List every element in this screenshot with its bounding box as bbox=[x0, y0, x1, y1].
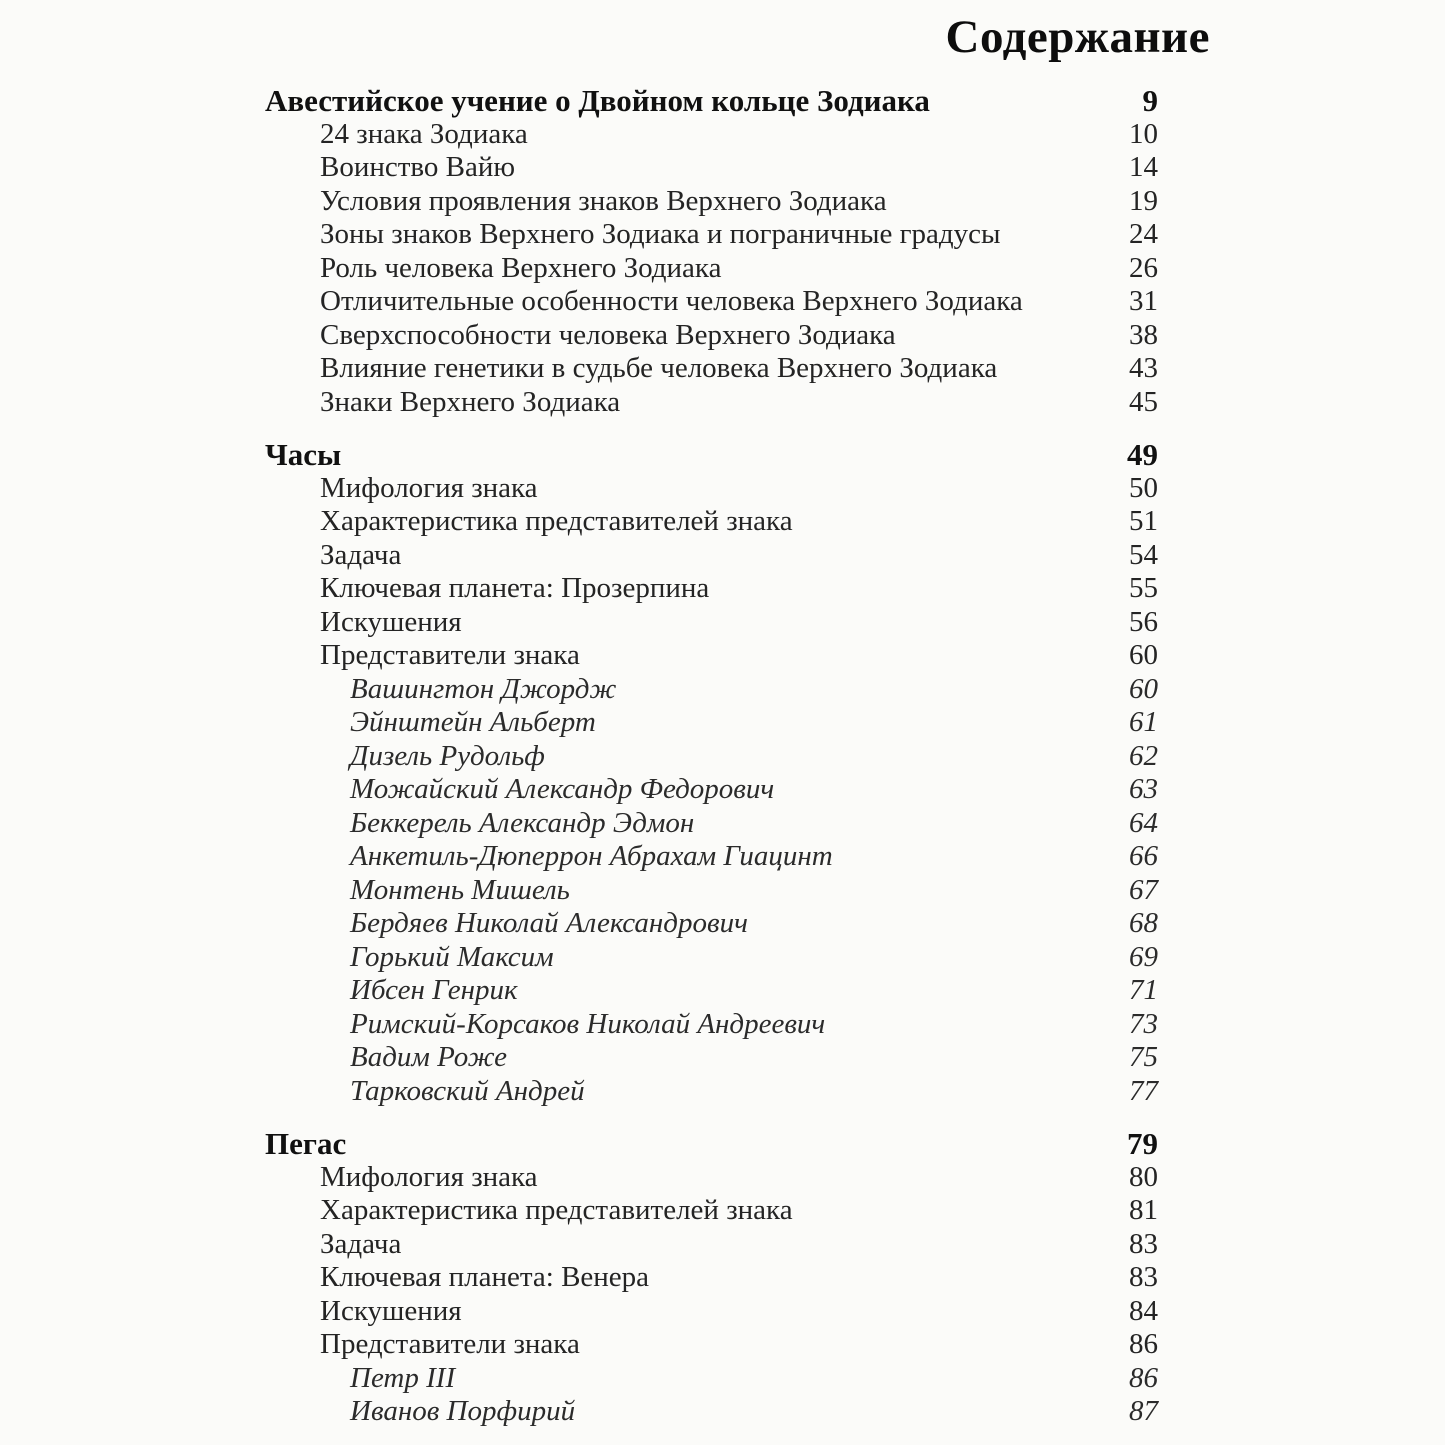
toc-person-row bbox=[265, 706, 1158, 740]
toc-entry-label: Задача bbox=[320, 1227, 402, 1260]
toc-entry-label: Иванов Порфирий bbox=[350, 1395, 576, 1427]
toc-entry-label: Сверхспособности человека Верхнего Зодиака bbox=[320, 318, 896, 351]
toc-person-row bbox=[265, 1395, 1158, 1429]
toc-entry-label: Пегас bbox=[265, 1126, 347, 1161]
toc-entry-label: Характеристика представителей знака bbox=[320, 1194, 793, 1226]
toc-entry-page-number: 51 bbox=[1129, 505, 1158, 537]
toc-entry-label: Эйнштейн Альберт bbox=[350, 706, 596, 738]
toc-entry-page-number: 49 bbox=[1127, 437, 1158, 472]
toc-entry-label: Условия проявления знаков Верхнего Зодиака bbox=[320, 184, 887, 217]
toc-entry-page-number: 71 bbox=[1129, 974, 1158, 1006]
toc-entry-label: Вашингтон Джордж bbox=[350, 672, 617, 705]
toc-entry-label: Зоны знаков Верхнего Зодиака и пограничные градусы bbox=[320, 218, 1001, 250]
toc-entry-page-number: 54 bbox=[1129, 538, 1158, 571]
toc-person-row bbox=[265, 673, 1158, 707]
toc-entry-label: Вадим Роже bbox=[350, 1041, 508, 1073]
toc-entry-page-number: 9 bbox=[1142, 83, 1158, 118]
toc-entry-label: Ибсен Генрик bbox=[350, 974, 518, 1006]
toc-entry-label: Характеристика представителей знака bbox=[320, 505, 793, 537]
toc-section-row bbox=[265, 84, 1158, 118]
toc-entry-page-number: 19 bbox=[1129, 184, 1158, 217]
toc-entry-page-number: 83 bbox=[1129, 1261, 1158, 1293]
toc-entry-page-number: 60 bbox=[1129, 639, 1158, 671]
toc-entry-page-number: 75 bbox=[1129, 1041, 1158, 1073]
toc-item-row bbox=[265, 151, 1158, 185]
toc-item-row bbox=[265, 472, 1158, 506]
toc-person-row bbox=[265, 874, 1158, 908]
toc-entry-label: Беккерель Александр Эдмон bbox=[350, 806, 695, 839]
toc-entry-page-number: 31 bbox=[1129, 285, 1158, 317]
toc-entry-label: Дизель Рудольф bbox=[350, 739, 545, 772]
toc-entry-page-number: 69 bbox=[1129, 940, 1158, 973]
toc-entry-label: Монтень Мишель bbox=[350, 873, 570, 906]
toc-entry-label: Роль человека Верхнего Зодиака bbox=[320, 251, 722, 284]
toc-entry-page-number: 87 bbox=[1129, 1395, 1158, 1427]
toc-section-row bbox=[265, 438, 1158, 472]
toc-item-row bbox=[265, 539, 1158, 573]
toc-entry-label: Представители знака bbox=[320, 1328, 580, 1360]
toc-item-row bbox=[265, 572, 1158, 606]
toc-entry-label: Отличительные особенности человека Верхнего Зодиака bbox=[320, 285, 1023, 317]
toc-item-row bbox=[265, 1228, 1158, 1262]
toc-entry-label: Можайский Александр Федорович bbox=[350, 773, 775, 805]
toc-entry-page-number: 64 bbox=[1129, 806, 1158, 839]
toc-item-row bbox=[265, 1295, 1158, 1329]
toc-entry-page-number: 79 bbox=[1127, 1126, 1158, 1161]
page-title: Содержание bbox=[945, 11, 1210, 63]
toc-entry-page-number: 14 bbox=[1129, 151, 1158, 183]
toc-entry-label: Искушения bbox=[320, 605, 462, 638]
toc-person-row bbox=[265, 1008, 1158, 1042]
toc-item-row bbox=[265, 606, 1158, 640]
toc-entry-label: Римский-Корсаков Николай Андреевич bbox=[350, 1007, 826, 1040]
toc-entry-page-number: 63 bbox=[1129, 773, 1158, 805]
toc-section-row bbox=[265, 1127, 1158, 1161]
toc-item-row bbox=[265, 639, 1158, 673]
toc-entry-page-number: 81 bbox=[1129, 1194, 1158, 1226]
toc-entry-page-number: 67 bbox=[1129, 873, 1158, 906]
toc-entry-page-number: 24 bbox=[1129, 218, 1158, 250]
toc-entry-page-number: 66 bbox=[1129, 840, 1158, 872]
toc-person-row bbox=[265, 1362, 1158, 1396]
toc-entry-page-number: 55 bbox=[1129, 572, 1158, 604]
toc-item-row bbox=[265, 252, 1158, 286]
toc-entry-label: Представители знака bbox=[320, 639, 580, 671]
toc-entry-label: Задача bbox=[320, 538, 402, 571]
toc-entry-page-number: 62 bbox=[1129, 739, 1158, 772]
toc-entry-page-number: 83 bbox=[1129, 1227, 1158, 1260]
toc-person-row bbox=[265, 1041, 1158, 1075]
toc-entry-page-number: 77 bbox=[1129, 1074, 1158, 1107]
toc-item-row bbox=[265, 285, 1158, 319]
toc-entry-page-number: 68 bbox=[1129, 907, 1158, 939]
toc-list bbox=[265, 84, 1158, 1429]
toc-entry-label: Знаки Верхнего Зодиака bbox=[320, 385, 621, 418]
toc-entry-page-number: 60 bbox=[1129, 672, 1158, 705]
toc-person-row bbox=[265, 974, 1158, 1008]
toc-entry-label: Горький Максим bbox=[350, 940, 554, 973]
toc-person-row bbox=[265, 740, 1158, 774]
toc-item-row bbox=[265, 386, 1158, 420]
toc-item-row bbox=[265, 1194, 1158, 1228]
toc-item-row bbox=[265, 118, 1158, 152]
toc-entry-page-number: 50 bbox=[1129, 471, 1158, 504]
toc-entry-label: Мифология знака bbox=[320, 1160, 538, 1193]
toc-entry-page-number: 61 bbox=[1129, 706, 1158, 738]
toc-entry-page-number: 10 bbox=[1129, 117, 1158, 150]
toc-entry-label: Влияние генетики в судьбе человека Верхнего Зодиака bbox=[320, 352, 998, 384]
toc-entry-label: Петр III bbox=[350, 1361, 456, 1394]
toc-item-row bbox=[265, 505, 1158, 539]
toc-entry-label: 24 знака Зодиака bbox=[320, 117, 528, 150]
toc-entry-label: Ключевая планета: Прозерпина bbox=[320, 572, 710, 604]
toc-entry-label: Мифология знака bbox=[320, 471, 538, 504]
toc-entry-label: Ключевая планета: Венера bbox=[320, 1261, 650, 1293]
toc-entry-label: Искушения bbox=[320, 1294, 462, 1327]
toc-item-row bbox=[265, 319, 1158, 353]
toc-item-row bbox=[265, 352, 1158, 386]
toc-entry-page-number: 56 bbox=[1129, 605, 1158, 638]
toc-item-row bbox=[265, 1161, 1158, 1195]
toc-entry-label: Воинство Вайю bbox=[320, 151, 516, 183]
toc-entry-page-number: 86 bbox=[1129, 1328, 1158, 1360]
toc-person-row bbox=[265, 941, 1158, 975]
toc-entry-label: Анкетиль-Дюперрон Абрахам Гиацинт bbox=[350, 840, 833, 872]
toc-entry-label: Бердяев Николай Александрович bbox=[350, 907, 748, 939]
toc-entry-page-number: 45 bbox=[1129, 385, 1158, 418]
toc-entry-page-number: 26 bbox=[1129, 251, 1158, 284]
toc-entry-page-number: 43 bbox=[1129, 352, 1158, 384]
toc-person-row bbox=[265, 1075, 1158, 1109]
toc-entry-page-number: 38 bbox=[1129, 318, 1158, 351]
toc-person-row bbox=[265, 907, 1158, 941]
toc-entry-label: Часы bbox=[265, 437, 342, 472]
toc-item-row bbox=[265, 218, 1158, 252]
toc-person-row bbox=[265, 840, 1158, 874]
toc-entry-page-number: 73 bbox=[1129, 1007, 1158, 1040]
toc-entry-label: Авестийское учение о Двойном кольце Зодиака bbox=[265, 83, 930, 118]
toc-entry-label: Тарковский Андрей bbox=[350, 1074, 585, 1107]
toc-item-row bbox=[265, 185, 1158, 219]
toc-entry-page-number: 80 bbox=[1129, 1160, 1158, 1193]
toc-person-row bbox=[265, 773, 1158, 807]
toc-item-row bbox=[265, 1261, 1158, 1295]
toc-entry-page-number: 84 bbox=[1129, 1294, 1158, 1327]
toc-item-row bbox=[265, 1328, 1158, 1362]
toc-person-row bbox=[265, 807, 1158, 841]
toc-entry-page-number: 86 bbox=[1129, 1361, 1158, 1394]
